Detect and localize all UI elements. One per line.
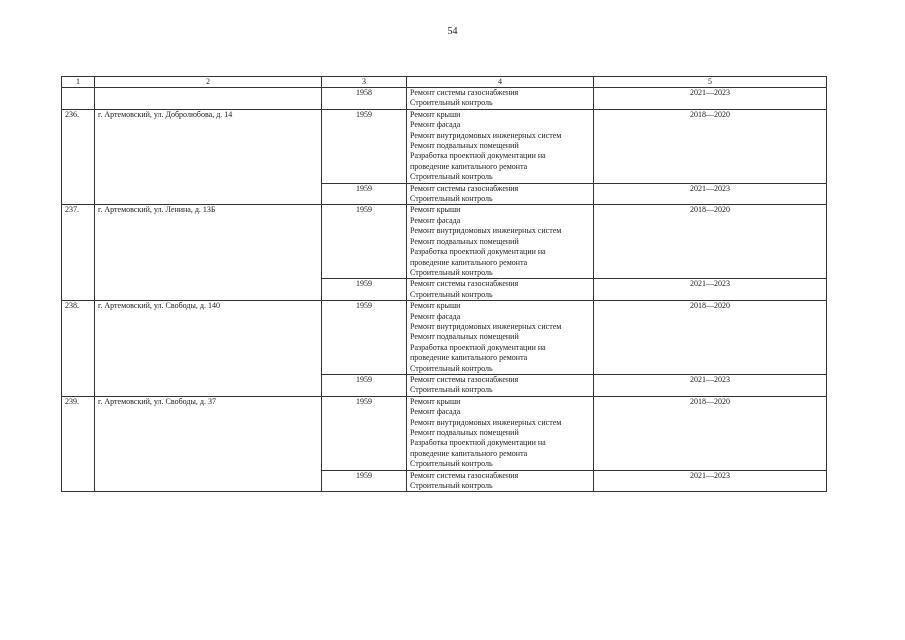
table-row bbox=[62, 109, 827, 183]
repair-work-item: Ремонт подвальных помещений bbox=[410, 332, 519, 342]
column-number-row bbox=[62, 77, 827, 88]
building-address: г. Артемовский, ул. Ленина, д. 13Б bbox=[95, 205, 322, 301]
repair-work-item: проведение капитального ремонта bbox=[410, 448, 528, 458]
table-row bbox=[62, 301, 827, 375]
repair-period: 2018—2020 bbox=[594, 396, 827, 470]
commissioning-year: 1959 bbox=[322, 470, 407, 492]
building-number bbox=[62, 88, 95, 110]
repair-works-cell bbox=[407, 396, 594, 470]
commissioning-year: 1959 bbox=[322, 205, 407, 279]
repair-works-cell bbox=[407, 205, 594, 279]
repair-work-item: Ремонт подвальных помещений bbox=[410, 428, 519, 437]
repair-work-item: Строительный контроль bbox=[410, 481, 493, 491]
repair-work-item: проведение капитального ремонта bbox=[410, 161, 528, 171]
repair-schedule-table bbox=[61, 76, 827, 492]
commissioning-year: 1959 bbox=[322, 279, 407, 301]
repair-work-item: Ремонт системы газоснабжения bbox=[410, 279, 519, 289]
repair-work-item: Ремонт крыши bbox=[410, 301, 461, 311]
building-address: г. Артемовский, ул. Свободы, д. 140 bbox=[95, 301, 322, 397]
repair-works-cell bbox=[407, 279, 594, 301]
repair-period: 2018—2020 bbox=[594, 301, 827, 375]
commissioning-year: 1959 bbox=[322, 183, 407, 205]
column-number-4: 4 bbox=[407, 77, 594, 88]
commissioning-year: 1959 bbox=[322, 301, 407, 375]
repair-work-item: Ремонт системы газоснабжения bbox=[410, 470, 519, 480]
building-number: 236. bbox=[62, 109, 95, 205]
repair-work-item: Ремонт крыши bbox=[410, 205, 461, 215]
repair-period: 2021—2023 bbox=[594, 279, 827, 301]
commissioning-year: 1959 bbox=[322, 396, 407, 470]
table-row bbox=[62, 396, 827, 470]
repair-work-item: Разработка проектной документации на bbox=[410, 342, 546, 352]
repair-work-item: Ремонт системы газоснабжения bbox=[410, 183, 519, 193]
repair-work-item: Ремонт фасада bbox=[410, 120, 461, 130]
repair-work-item: Ремонт фасада bbox=[410, 407, 461, 417]
repair-work-item: Строительный контроль bbox=[410, 459, 493, 469]
repair-work-item: Строительный контроль bbox=[410, 98, 493, 108]
repair-work-item: Ремонт крыши bbox=[410, 109, 461, 119]
column-number-1: 1 bbox=[62, 77, 95, 88]
repair-work-item: Строительный контроль bbox=[410, 289, 493, 299]
building-number: 237. bbox=[62, 205, 95, 301]
repair-period: 2021—2023 bbox=[594, 470, 827, 492]
repair-work-item: Ремонт крыши bbox=[410, 396, 461, 406]
repair-work-item: проведение капитального ремонта bbox=[410, 353, 528, 363]
repair-works-cell bbox=[407, 109, 594, 183]
repair-work-item: Строительный контроль bbox=[410, 267, 493, 277]
repair-work-item: Строительный контроль bbox=[410, 172, 493, 182]
building-number: 239. bbox=[62, 396, 95, 492]
column-number-2: 2 bbox=[95, 77, 322, 88]
building-address bbox=[95, 88, 322, 110]
page-number: 54 bbox=[447, 26, 458, 37]
repair-work-item: Ремонт фасада bbox=[410, 311, 461, 321]
table-row bbox=[62, 88, 827, 110]
column-number-3: 3 bbox=[322, 77, 407, 88]
repair-work-item: Разработка проектной документации на bbox=[410, 438, 546, 448]
repair-work-item: Ремонт фасада bbox=[410, 215, 461, 225]
repair-work-item: Ремонт подвальных помещений bbox=[410, 141, 519, 151]
repair-works-cell bbox=[407, 470, 594, 492]
repair-works-cell bbox=[407, 301, 594, 375]
repair-work-item: Ремонт внутридомовых инженерных систем bbox=[410, 321, 562, 331]
repair-work-item: Ремонт системы газоснабжения bbox=[410, 88, 519, 97]
repair-works-cell bbox=[407, 183, 594, 205]
repair-work-item: Строительный контроль bbox=[410, 363, 493, 373]
repair-work-item: Строительный контроль bbox=[410, 194, 493, 204]
repair-work-item: Ремонт внутридомовых инженерных систем bbox=[410, 417, 562, 427]
commissioning-year: 1959 bbox=[322, 109, 407, 183]
repair-works-cell bbox=[407, 374, 594, 396]
commissioning-year: 1958 bbox=[322, 88, 407, 110]
commissioning-year: 1959 bbox=[322, 374, 407, 396]
repair-period: 2021—2023 bbox=[594, 183, 827, 205]
repair-period: 2021—2023 bbox=[594, 374, 827, 396]
table-body bbox=[62, 77, 827, 492]
repair-work-item: проведение капитального ремонта bbox=[410, 257, 528, 267]
repair-works-cell bbox=[407, 88, 594, 110]
repair-period: 2021—2023 bbox=[594, 88, 827, 110]
repair-work-item: Ремонт подвальных помещений bbox=[410, 236, 519, 246]
building-number: 238. bbox=[62, 301, 95, 397]
repair-work-item: Разработка проектной документации на bbox=[410, 151, 546, 161]
repair-work-item: Ремонт внутридомовых инженерных систем bbox=[410, 226, 562, 236]
repair-work-item: Строительный контроль bbox=[410, 385, 493, 395]
table-row bbox=[62, 205, 827, 279]
repair-work-item: Разработка проектной документации на bbox=[410, 247, 546, 257]
column-number-5: 5 bbox=[594, 77, 827, 88]
repair-work-item: Ремонт внутридомовых инженерных систем bbox=[410, 130, 562, 140]
repair-period: 2018—2020 bbox=[594, 205, 827, 279]
repair-work-item: Ремонт системы газоснабжения bbox=[410, 374, 519, 384]
building-address: г. Артемовский, ул. Свободы, д. 37 bbox=[95, 396, 322, 492]
building-address: г. Артемовский, ул. Добролюбова, д. 14 bbox=[95, 109, 322, 205]
repair-period: 2018—2020 bbox=[594, 109, 827, 183]
